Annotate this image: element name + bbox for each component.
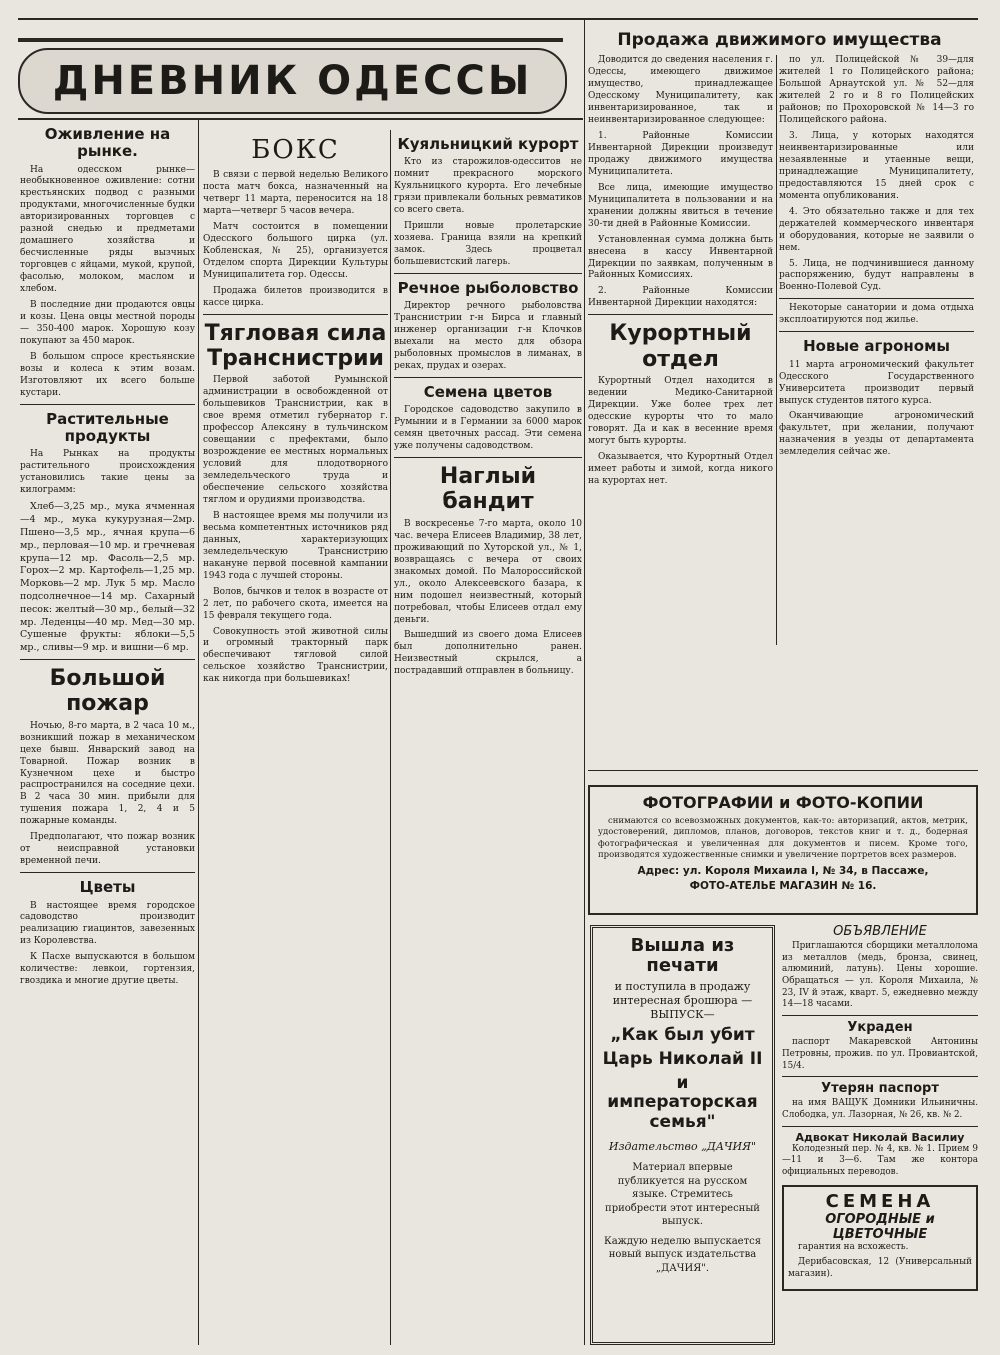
ad-heading: Адвокат Николай Василиу xyxy=(795,1130,965,1144)
article-text: Первой заботой Румынской администрации в освобожденной от большевиков Транснистрии, как в свое время отметил губернатор г. профессор Алексяну в тульчинском совещании с префектами, было возрождение ее местных нормальных условий для плодотворного земледельческого труда и обеспечение сельского хозяйства тяглом и орудиями производства. xyxy=(203,375,388,505)
article-heading: Семена цветов xyxy=(423,383,553,402)
book-publisher: Издательство „ДАЧИЯ" xyxy=(608,1140,757,1154)
ad-heading: Украден xyxy=(847,1020,913,1036)
book-ad-subline: и поступила в продажу интересная брошюра — ВЫПУСК— xyxy=(612,979,753,1022)
photo-ad-address: Адрес: ул. Короля Михаила I, № 34, в Пассаже, xyxy=(637,865,929,878)
photo-advertisement xyxy=(588,785,978,915)
section-rule xyxy=(588,770,978,771)
seeds-subtitle: ОГОРОДНЫЕ и ЦВЕТОЧНЫЕ xyxy=(825,1211,935,1242)
column-rule xyxy=(584,20,585,1345)
article-text: На Рынках на продукты растительного происхождения установились такие цены за килограмм: xyxy=(20,449,195,496)
article-heading: Наглый бандит xyxy=(439,464,537,515)
article-text: Установленная сумма должна быть внесена в кассу Инвентарной Дирекции по заявкам, полученным в Районных Комиссиях. xyxy=(588,234,773,281)
seeds-advertisement xyxy=(782,1185,978,1291)
seeds-address: Дерибасовская, 12 (Универсальный магазин). xyxy=(788,1257,972,1279)
article-heading: Курортный отдел xyxy=(609,321,752,372)
seeds-guarantee: гарантия на всхожесть. xyxy=(798,1241,909,1252)
article-text: Вышедший из своего дома Елисеев был дополнительно ранен. Неизвестный скрылся, а пострадавший отправлен в больницу. xyxy=(394,630,582,677)
price-list: Хлеб—3,25 мр., мука ячменная—4 мр., мука кукурузная—2мр. Пшено—3,5 мр., ячная крупа—6 мр., перловая—10 мр. и гречневая крупа—12 мр. Фасоль—2,5 мр. Горох—2 мр. Картофель—1,25 мр. Морковь—2 мр. Лук 5 мр. Масло подсолнечное—14 мр. Сахарный песок: желтый—30 мр., белый—32 мр. Леденцы—40 мр. Мед—30 мр. Сушеные фрукты: яблоки—5,5 мр., сливы—9 мр. и вишни—6 мр. xyxy=(20,501,195,654)
column-rule xyxy=(776,55,777,645)
column-rule xyxy=(198,120,199,1345)
article-heading: Новые агрономы xyxy=(803,337,950,356)
masthead: ДНЕВНИК ОДЕССЫ xyxy=(18,48,567,114)
article-text: На одесском рынке—необыкновенное оживление: сотни крестьянских подвод с разными продуктами, многочисленные будки авторизированных торговцев с разной снедью и предметами домашнего хозяйства и бесчисленные ряды вызчных торговцев с яйцами, мукой, крупой, фасолью, молоком, маслом и хлебом. xyxy=(20,164,195,295)
book-ad-headline: Вышла из печати xyxy=(630,935,735,976)
column-rule xyxy=(390,130,391,1345)
article-text: В воскресенье 7-го марта, около 10 час. вечера Елисеев Владимир, 38 лет, проживающий по Хуторской ул., № 1, возвращаясь с вечера от своих знакомых домой. По Малороссийской ул., около Алексеевского базара, к ним подошел неизвестный, который потребовал, чтобы Елисеев отдал ему деньги. xyxy=(394,518,582,625)
photo-ad-shop: ФОТО-АТЕЛЬЕ МАГАЗИН № 16. xyxy=(689,880,877,893)
book-advertisement xyxy=(590,925,775,1345)
article-text: Директор речного рыболовства Транснистрии г-н Бирса и главный инженер организации г-н Клочков выехали на место для обзора рыболовных промыслов в лиманах, в реках, прудах и озерах. xyxy=(394,301,582,372)
article-text: 4. Это обязательно также и для тех держателей коммерческого инвентаря и оборудования, которые не заявили о нем. xyxy=(779,206,974,253)
masthead-ornament xyxy=(18,38,563,42)
article-text: 1. Районные Комиссии Инвентарной Дирекции произведут продажу движимого имущества Муниципалитета. xyxy=(588,130,773,177)
article-text: В последние дни продаются овцы и козы. Цена овцы местной породы— 350-400 марок. Хорошую козу покупают за 450 марок. xyxy=(20,300,195,347)
photo-ad-title: ФОТОГРАФИИ и ФОТО-КОПИИ xyxy=(642,793,924,812)
article-text: Матч состоится в помещении Одесского большого цирка (ул. Кобленская, № 25), организуется Отделом спорта Дирекции Культуры Муниципалитета гор. Одессы. xyxy=(203,221,388,280)
article-text: Ночью, 8-го марта, в 2 часа 10 м., возникший пожар в механическом цехе бывш. Январский завод на Товарной. Пожар возник в Кузнечном цехе и быстро распространился на соседние цехи. В 2 часа 30 мин. прибыли для тушения пожара 1, 2, 4 и 5 пожарные команды. xyxy=(20,720,195,827)
article-heading: Речное рыболовство xyxy=(397,278,579,297)
column-3 xyxy=(394,130,582,1345)
article-text: Доводится до сведения населения г. Одессы, имеющего движимое имущество, принадлежащее Одесскому Муниципалитету, как инвентаризированное, так и неинвентаризированное следующее: xyxy=(588,55,773,125)
article-text: 2. Районные Комиссии Инвентарной Дирекции находятся: xyxy=(588,286,773,309)
book-title-line: и императорская семья" xyxy=(607,1072,758,1132)
ad-heading: ОБЪЯВЛЕНИЕ xyxy=(833,924,927,939)
article-text: В связи с первой неделью Великого поста матч бокса, назначенный на четверг 11 марта, переносится на 18 марта—четверг 5 часов вечера. xyxy=(203,169,388,216)
book-title-line: „Как был убит xyxy=(610,1025,755,1046)
sale-heading: Продажа движимого имущества xyxy=(617,30,942,50)
ad-text: паспорт Макаревской Антонины Петровны, прожив. по ул. Провиантской, 15/4. xyxy=(782,1037,978,1071)
article-heading: Растительные продукты xyxy=(46,409,169,446)
article-text: Совокупность этой животной силы и огромный тракторный парк обеспечивают тягловой силой сельское хозяйство Транснистрии, как никогда при большевиках! xyxy=(203,626,388,685)
top-rule xyxy=(18,18,978,20)
article-heading: Цветы xyxy=(79,878,136,897)
article-text: по ул. Полицейской № 39—для жителей 1 го Полицейского района; Большой Арнаутской ул. № 52—для жителей 2 го и 8 го Полицейских районов; по Прохоровской № 14—3 го Полицейского района. xyxy=(779,55,974,125)
article-text: Кто из старожилов-одесситов не помнит прекрасного морского Куяльницкого курорта. Его лечебные грязи привлекали больных ревматиков со всего света. xyxy=(394,157,582,216)
article-text: В настоящее время городское садоводство производит реализацию гиацинтов, завезенных из Королевства. xyxy=(20,900,195,947)
article-text: К Пасхе выпускаются в большом количестве: левкои, гортензия, гвоздика и многие другие цветы. xyxy=(20,952,195,987)
classified-ads xyxy=(782,920,978,1340)
book-ad-text: Каждую неделю выпускается новый выпуск издательства „ДАЧИЯ". xyxy=(603,1235,762,1274)
article-text: Городское садоводство закупило в Румынии и в Германии за 6000 марок семян цветочных рассад. Эти семена уже получены садоводством. xyxy=(394,405,582,452)
article-text: Оказывается, что Курортный Отдел имеет работы и зимой, когда никого на курортах нет. xyxy=(588,451,773,486)
article-text: 5. Лица, не подчинившиеся данному распоряжению, будут направлены в Военно-Полевой Суд. xyxy=(779,258,974,293)
book-ad-text: Материал впервые публикуется на русском языке. Стремитесь приобрести этот интересный выпуск. xyxy=(605,1162,760,1228)
article-text: Предполагают, что пожар возник от неисправной установки временной печи. xyxy=(20,832,195,867)
article-text: Все лица, имеющие имущество Муниципалитета в пользовании и на хранении должны явиться в течение 30-ти дней в Районные Комиссии. xyxy=(588,182,773,229)
seeds-title: СЕМЕНА xyxy=(825,1190,935,1212)
column-1 xyxy=(20,120,195,1345)
article-heading: Большой пожар xyxy=(49,666,166,717)
article-text: 11 марта агрономический факультет Одесского Государственного Университета производит первый выпуск студентов пятого курса. xyxy=(779,359,974,406)
article-heading: Тягловая сила Транснистрии xyxy=(204,320,387,371)
column-4 xyxy=(588,55,773,645)
article-heading: Оживление на рынке. xyxy=(44,125,171,161)
ad-heading: Утерян паспорт xyxy=(821,1081,939,1097)
photo-ad-text: снимаются со всевозможных документов, как-то: авторизаций, актов, метрик, удостоверений, дипломов, планов, договоров, текстов книг и т. д., бодерная фотографическая и увеличенная для документов и писем. Кроме того, производятся художественные снимки и увеличение портретов всех размеров. xyxy=(598,816,968,860)
article-text: В большом спросе крестьянские возы и колеса к этим возам. Изготовляют их всего больше кустари. xyxy=(20,352,195,398)
article-text: 3. Лица, у которых находятся неинвентаризированные или незаявленные и утаенные вещи, принадлежащие Муниципалитету, предоставляются 15 дней срок с момента опубликования. xyxy=(779,130,974,201)
article-heading: БОКС xyxy=(251,135,340,165)
article-text: Продажа билетов производится в кассе цирка. xyxy=(203,285,388,308)
article-text: Курортный Отдел находится в ведении Медико-Санитарной Дирекции. Уже более трех лет одесские курорты что то мало говорят. Да и как в весенние время могут быть курорты. xyxy=(588,375,773,446)
article-text: Некоторые санатории и дома отдыха эксплоатируются под жилье. xyxy=(779,303,974,326)
article-text: Волов, бычков и телок в возрасте от 2 лет, по рабочего скота, имеется на 15 февраля текущего года. xyxy=(203,586,388,621)
ad-text: Колодезный пер. № 4, кв. № 1. Прием 9—11 и 3—6. Там же контора официальных переводов. xyxy=(782,1143,978,1177)
ad-text: на имя ВАЩУК Домники Ильиничны. Слободка, ул. Лазорная, № 26, кв. № 2. xyxy=(782,1098,978,1120)
article-heading: Куяльницкий курорт xyxy=(397,135,579,153)
article-text: Пришли новые пролетарские хозяева. Граница взяли на крепкий замок. Здесь процветал большевистский лагерь. xyxy=(394,221,582,267)
article-text: В настоящее время мы получили из весьма компетентных источников ряд данных, характеризующих земледельческую Транснистрию накануне первой посевной кампании 1943 года с лучшей стороны. xyxy=(203,510,388,581)
ad-text: Приглашаются сборщики металлолома из металлов (медь, бронза, свинец, алюминий, латунь). Цены хорошие. Обращаться — ул. Короля Михаила, № 23, IV й этаж, кварт. 5, ежедневно между 14—18 часами. xyxy=(782,941,978,1010)
column-5 xyxy=(779,55,974,645)
book-title-line: Царь Николай II xyxy=(602,1049,763,1070)
article-text: Оканчивающие агрономический факультет, при желании, получают назначения в уезды от департамента земледелия сейчас же. xyxy=(779,411,974,458)
column-2 xyxy=(203,130,388,1345)
